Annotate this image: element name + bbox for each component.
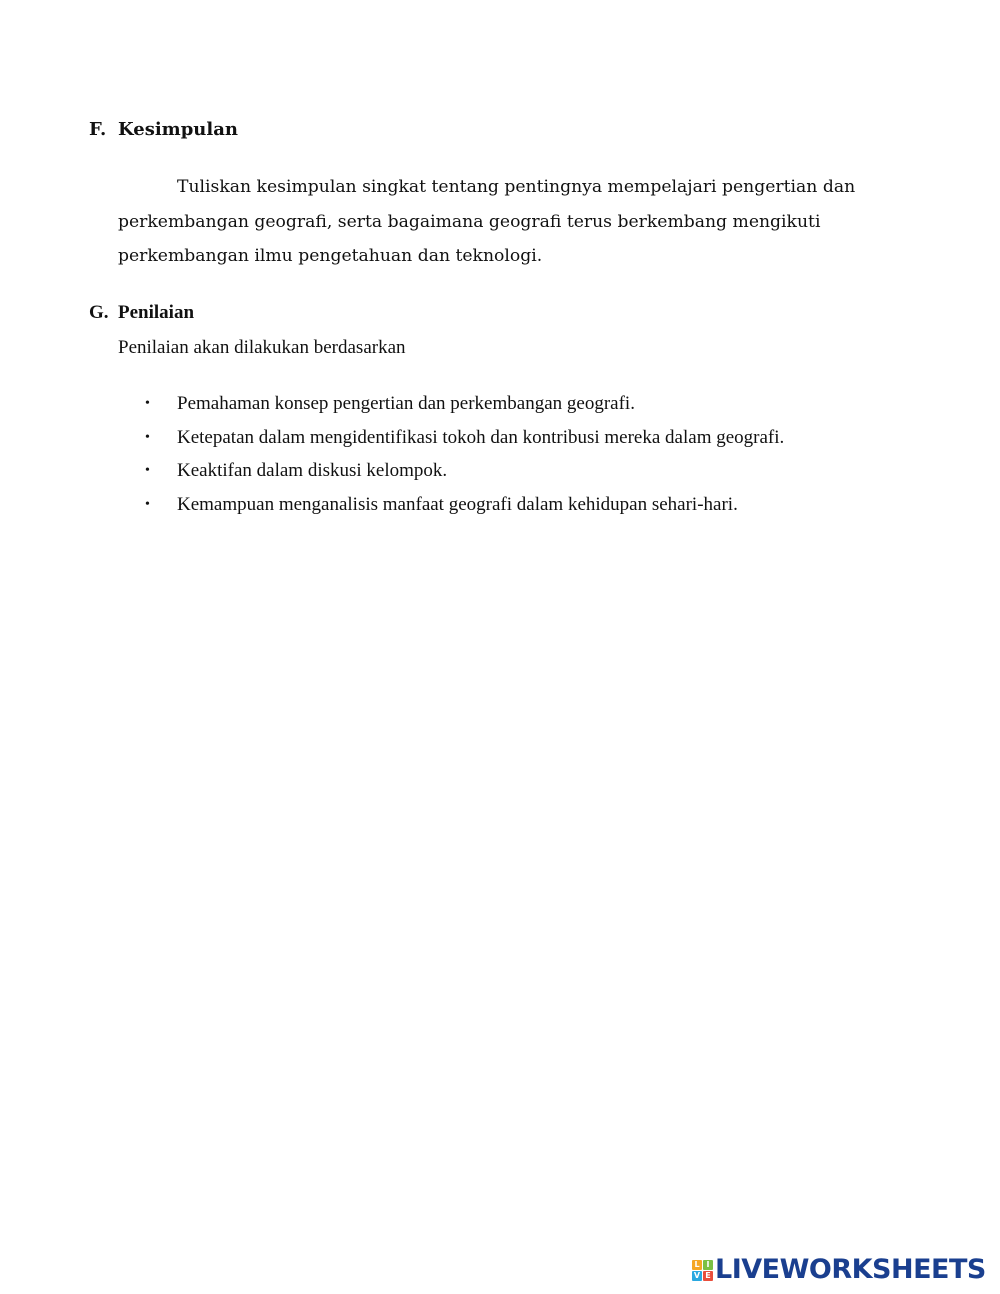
list-item xyxy=(145,425,784,459)
bullet-icon: • xyxy=(145,497,150,513)
section-g-intro: Penilaian akan dilakukan berdasarkan xyxy=(118,337,406,358)
bullet-icon: • xyxy=(145,429,150,445)
list-item xyxy=(145,492,784,526)
logo-mark-letter: V xyxy=(693,1270,701,1280)
paragraph-line: Tuliskan kesimpulan singkat tentang pentingnya mempelajari pengertian dan xyxy=(177,177,856,197)
list-item-text: Kemampuan menganalisis manfaat geografi dalam kehidupan sehari-hari. xyxy=(177,494,738,516)
assessment-criteria-list xyxy=(145,391,784,526)
section-g-title: Penilaian xyxy=(118,302,195,323)
section-g-letter: G. xyxy=(89,302,109,323)
bullet-icon: • xyxy=(145,463,150,479)
bullet-icon: • xyxy=(145,396,150,411)
list-item-text: Pemahaman konsep pengertian dan perkembangan geografi. xyxy=(177,393,635,414)
section-g-heading xyxy=(89,300,194,326)
logo-text: LIVEWORKSHEETS xyxy=(715,1254,986,1285)
paragraph-line: perkembangan geografi, serta bagaimana geografi terus berkembang mengikuti xyxy=(118,211,821,232)
section-f-paragraph xyxy=(118,170,856,274)
logo-mark-icon xyxy=(692,1260,713,1281)
section-f-heading xyxy=(89,117,238,143)
section-f-letter: F. xyxy=(89,119,107,140)
list-item-text: Ketepatan dalam mengidentifikasi tokoh dan kontribusi mereka dalam geografi. xyxy=(177,426,785,448)
liveworksheets-logo xyxy=(692,1255,986,1285)
list-item-text: Keaktifan dalam diskusi kelompok. xyxy=(177,460,448,482)
list-item xyxy=(145,458,784,492)
section-f-title: Kesimpulan xyxy=(118,119,238,140)
logo-mark-letter: L xyxy=(692,1260,702,1270)
list-item xyxy=(145,391,784,425)
paragraph-line: perkembangan ilmu pengetahuan dan teknologi. xyxy=(118,246,543,266)
logo-mark-letter: E xyxy=(703,1271,713,1281)
logo-mark-letter: I xyxy=(703,1260,713,1270)
